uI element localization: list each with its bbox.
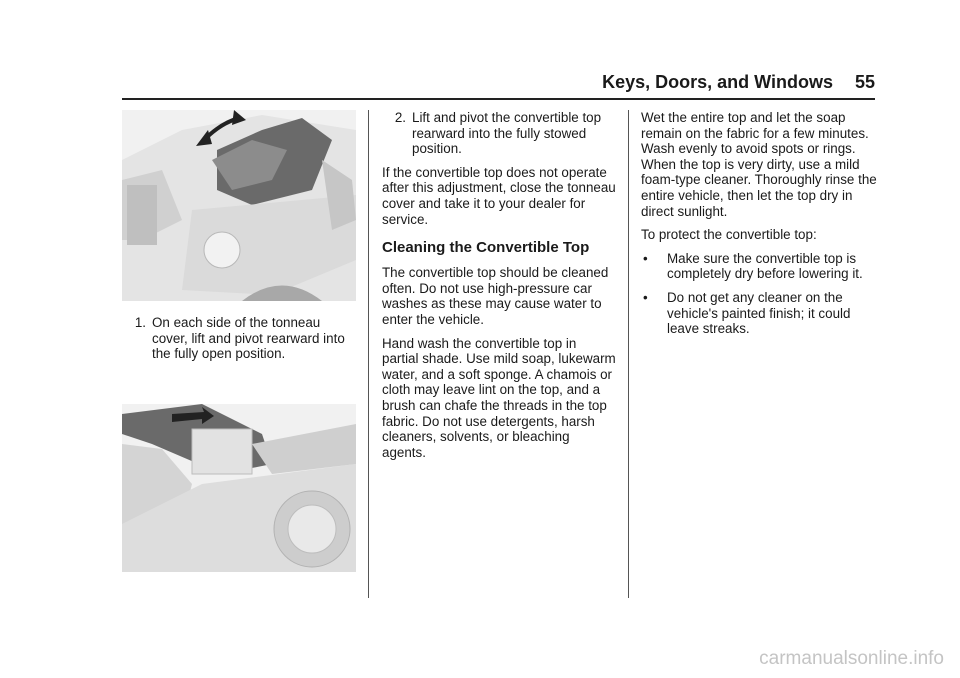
rinse-paragraph: Wet the entire top and let the soap remain on the fabric for a few minutes. Wash evenly to avoid spots or rings. When the top is very dirty, use a mild foam-type cleaner. Thoroughly rinse the entire vehicle, then let the top dry in direct sunlight. [641,110,877,219]
column-3 [641,110,881,345]
service-paragraph: If the convertible top does not operate after this adjustment, close the tonneau cover and take it to your dealer for service. [382,164,616,227]
page-number: 55 [854,72,875,92]
tonneau-cover-illustration [122,110,356,301]
step-1 [122,315,356,362]
step-2-number: 2. [394,110,406,125]
protect-intro: To protect the convertible top: [641,227,817,243]
cleaning-paragraph-1: The convertible top should be cleaned often. Do not use high-pressure car washes as these may cause water to enter the vehicle. [382,265,609,327]
section-heading: Cleaning the Convertible Top [382,239,590,257]
step-2 [382,110,616,157]
column-2 [382,110,616,468]
bullet-mark: • [643,289,648,305]
step-1-text: On each side of the tonneau cover, lift and pivot rearward into the fully open position. [152,315,345,362]
bullet-text: Make sure the convertible top is completely dry before lowering it. [667,250,863,282]
bullet-item [641,251,881,282]
convertible-top-illustration [122,404,356,572]
header-rule [122,98,875,100]
section-title: Keys, Doors, and Windows [602,72,833,92]
page-header [0,72,875,93]
bullet-item [641,290,881,337]
column-divider-2 [628,110,629,598]
bullet-text: Do not get any cleaner on the vehicle's painted finish; it could leave streaks. [667,289,851,337]
bullet-mark: • [643,250,648,266]
watermark: carmanualsonline.info [759,648,944,669]
cleaning-paragraph-2: Hand wash the convertible top in partial shade. Use mild soap, lukewarm water, and a soft sponge. A chamois or cloth may leave lint on the top, and a brush can chafe the threads in the top fabric. Do not use detergents, harsh cleaners, solvents, or bleaching agents. [382,335,616,460]
step-1-number: 1. [134,315,146,330]
column-divider-1 [368,110,369,598]
column-1 [122,110,356,572]
step-2-text: Lift and pivot the convertible top rearward into the fully stowed position. [412,110,602,157]
